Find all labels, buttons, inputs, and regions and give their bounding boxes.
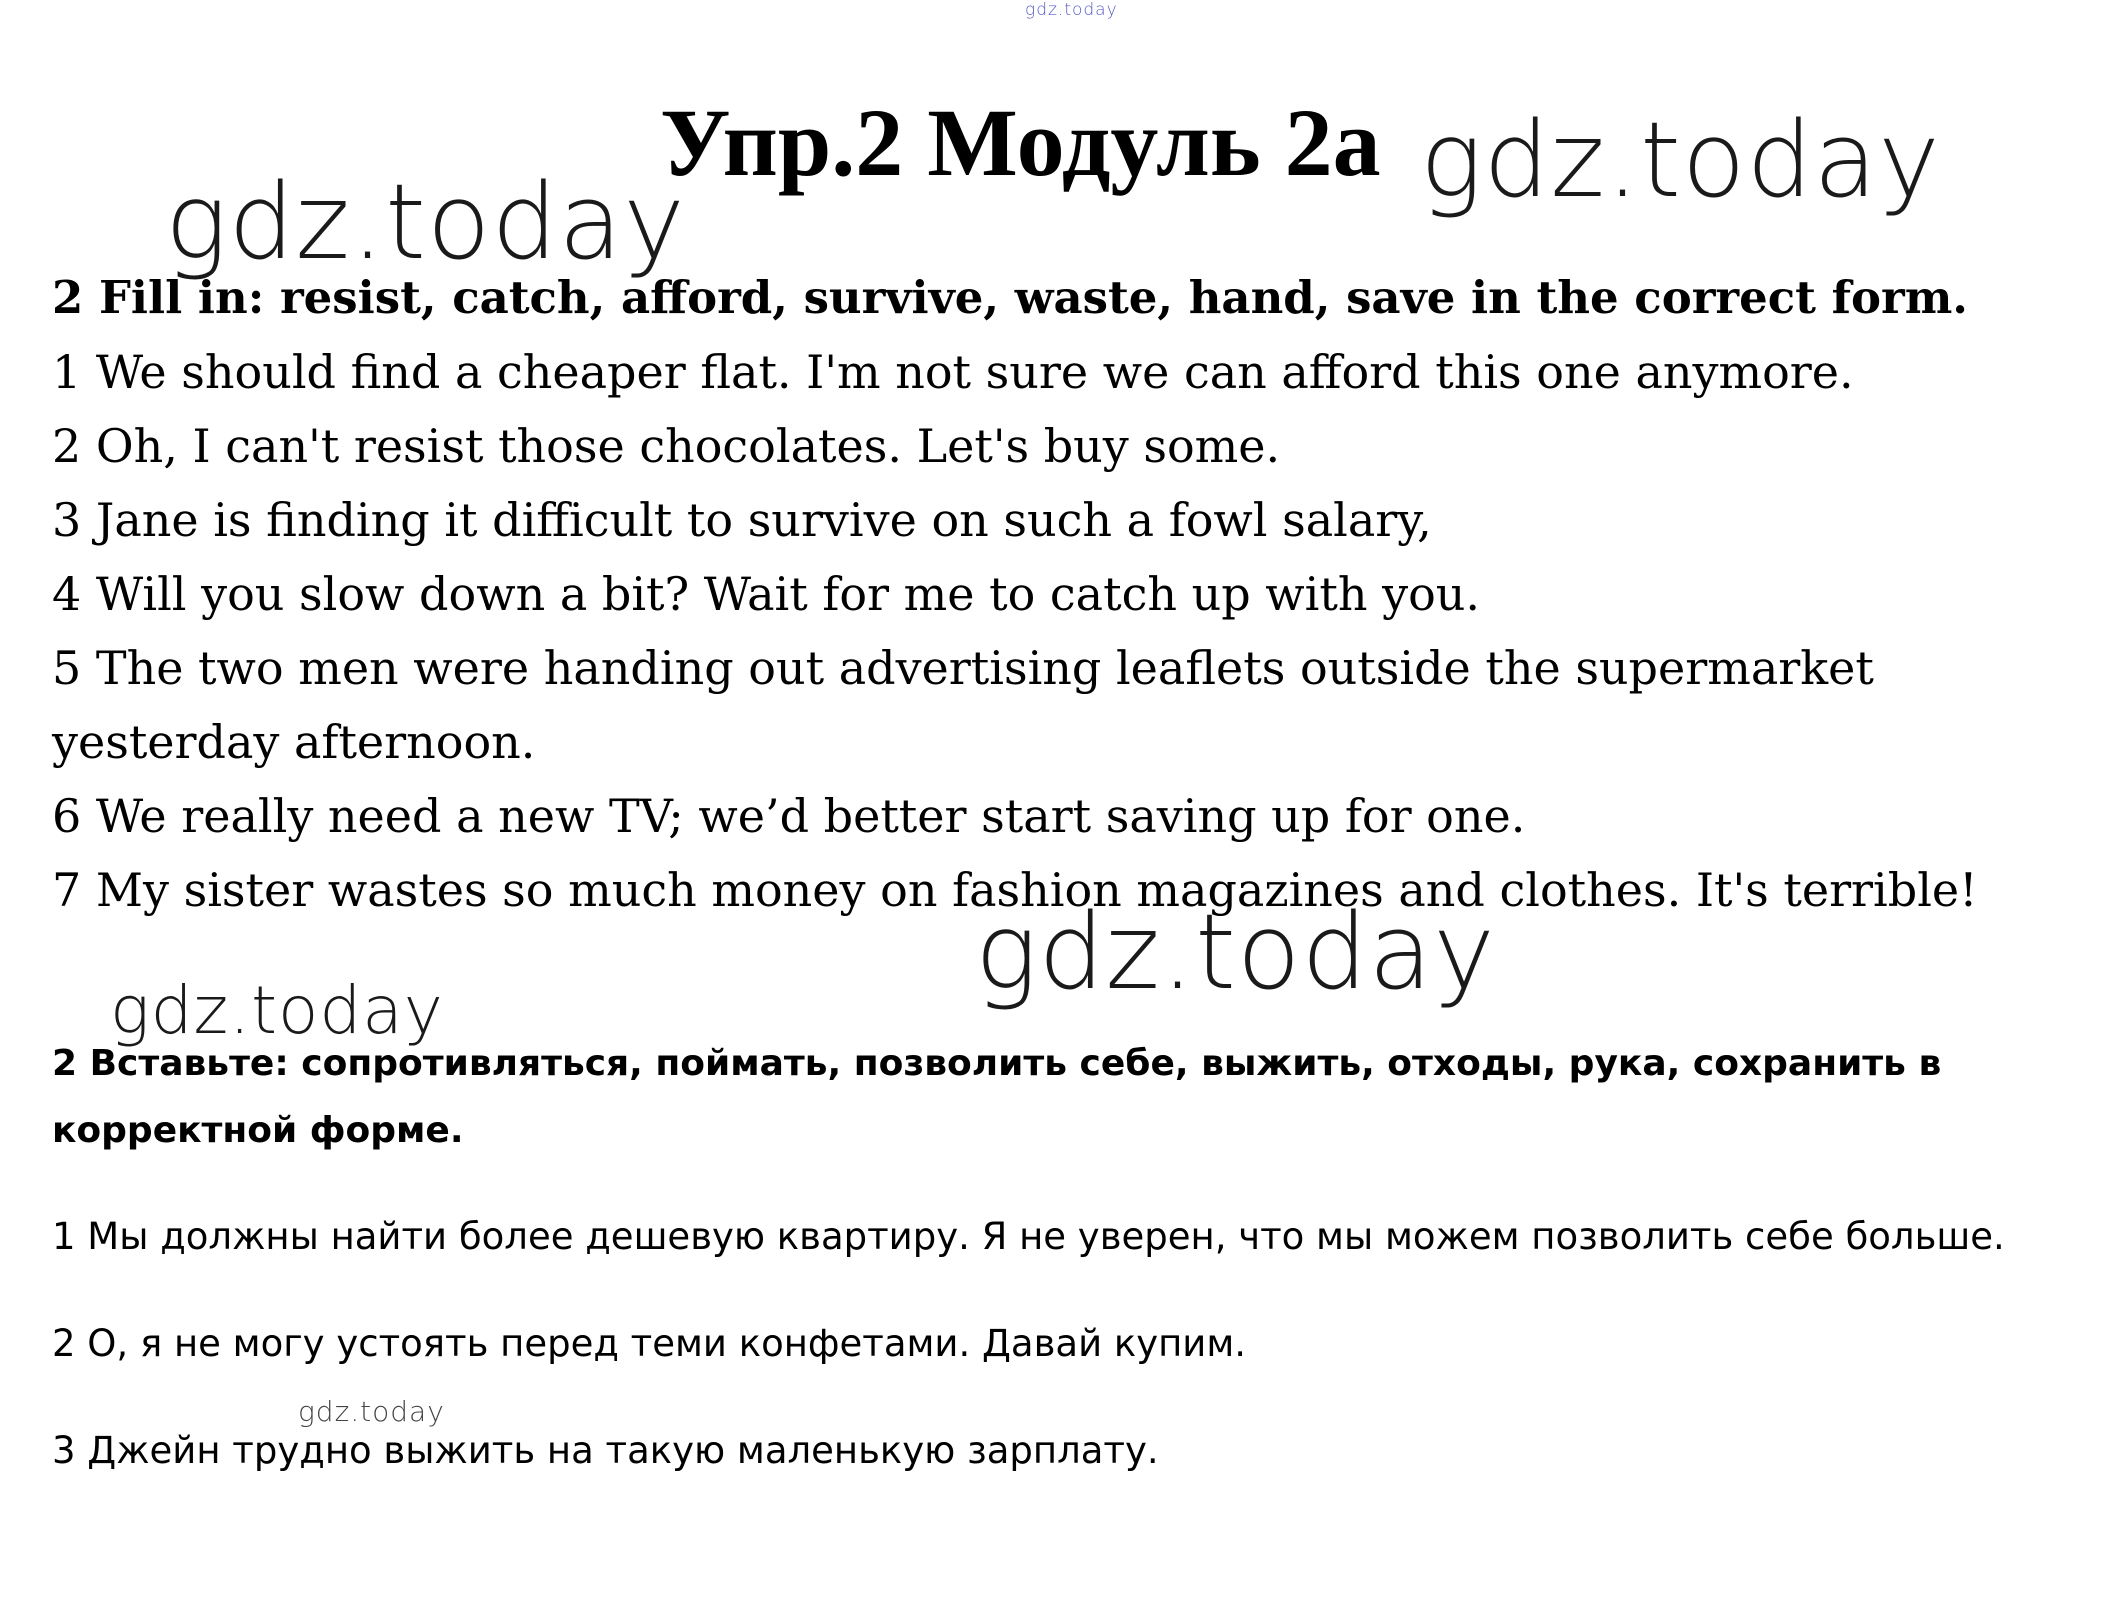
english-item-3: 3 Jane is finding it difficult to survive on such a fowl salary, <box>52 493 1432 547</box>
watermark-large-center: gdz.today <box>975 891 1496 1013</box>
english-item-2: 2 Oh, I can't resist those chocolates. Let's buy some. <box>52 419 1281 473</box>
english-item-7: 7 My sister wastes so much money on fashion magazines and clothes. It's terrible! <box>52 863 1978 917</box>
watermark-large-left: gdz.today <box>165 161 686 283</box>
russian-item-1: 1 Мы должны найти более дешевую квартиру. Я не уверен, что мы можем позволить себе больше. <box>52 1215 2005 1258</box>
russian-task-heading-line1: 2 Вставьте: сопротивляться, поймать, позволить себе, выжить, отходы, рука, сохранить в <box>52 1043 1942 1084</box>
russian-item-3: 3 Джейн трудно выжить на такую маленькую зарплату. <box>52 1429 1159 1472</box>
english-item-1: 1 We should find a cheaper flat. I'm not sure we can afford this one anymore. <box>52 345 1854 399</box>
english-task-heading: 2 Fill in: resist, catch, afford, survive, waste, hand, save in the correct form. <box>52 271 1968 324</box>
watermark-small-top: gdz.today <box>1025 0 1118 20</box>
watermark-large-right: gdz.today <box>1420 99 1941 221</box>
english-item-4: 4 Will you slow down a bit? Wait for me to catch up with you. <box>52 567 1481 621</box>
english-item-5: 5 The two men were handing out advertising leaflets outside the supermarket <box>52 641 1874 695</box>
watermark-medium-left: gdz.today <box>110 972 444 1049</box>
russian-item-2: 2 О, я не могу устоять перед теми конфетами. Давай купим. <box>52 1322 1247 1365</box>
page-title: Упр.2 Модуль 2a <box>660 89 1381 196</box>
english-item-6: 6 We really need a new TV; we’d better start saving up for one. <box>52 789 1526 843</box>
english-item-5-continued: yesterday afternoon. <box>52 715 536 769</box>
watermark-small-bottom: gdz.today <box>298 1395 445 1428</box>
russian-task-heading-line2: корректной форме. <box>52 1110 464 1151</box>
